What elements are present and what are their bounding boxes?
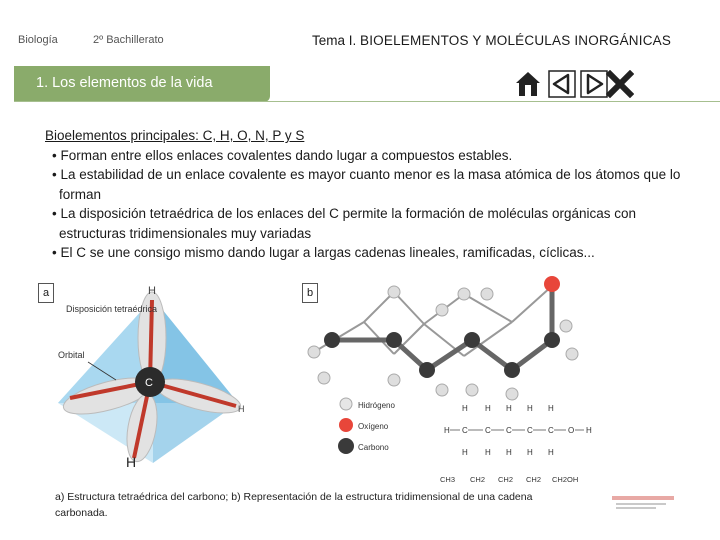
formula-h: H [548, 448, 554, 457]
formula-c: C [462, 426, 468, 435]
formula-c: C [485, 426, 491, 435]
formula-c: C [506, 426, 512, 435]
section-title: 1. Los elementos de la vida [36, 75, 213, 91]
formula-group: CH2 [470, 475, 486, 484]
content-heading: Bioelementos principales: C, H, O, N, P y S [45, 128, 305, 143]
subject-label: Biología [18, 34, 58, 46]
bullet-item: • El C se une consigo mismo dando lugar a largas cadenas lineales, ramificadas, cíclicas... [52, 245, 595, 260]
previous-icon[interactable] [548, 70, 576, 98]
formula-h: H [462, 404, 468, 413]
formula-h: H [527, 404, 533, 413]
tetrahedral-carbon-figure [38, 278, 268, 474]
legend-carbon: Carbono [358, 443, 389, 452]
formula-h: H [485, 448, 491, 457]
hydrogen-label: H [238, 404, 245, 414]
formula-h: H [506, 448, 512, 457]
formula-group: CH2 [498, 475, 514, 484]
section-divider [14, 101, 720, 102]
legend-hydrogen: Hidrógeno [358, 401, 395, 410]
figure-b-tag: b [302, 283, 318, 303]
formula-h: H [485, 404, 491, 413]
formula-group: CH2OH [552, 475, 579, 484]
formula-h: H [462, 448, 468, 457]
formula-h: H [548, 404, 554, 413]
legend-oxygen: Oxígeno [358, 422, 389, 431]
figure-caption: a) Estructura tetraédrica del carbono; b) Representación de la estructura tridimensional de una cadena carbonada. [55, 491, 533, 519]
figure-a-tag: a [38, 283, 54, 303]
hydrogen-label: H [126, 454, 137, 470]
bullet-item: • La estabilidad de un enlace covalente es mayor cuanto menor es la masa atómica de los átomos que lo forman [52, 167, 681, 202]
home-icon[interactable] [514, 70, 542, 98]
topic-prefix: Tema I. [312, 33, 357, 48]
bullet-item: • La disposición tetraédrica de los enlaces del C permite la formación de moléculas orgánicas con estructuras tridimensionales muy variadas [52, 206, 637, 241]
next-icon[interactable] [580, 70, 608, 98]
topic-name: BIOELEMENTOS Y MOLÉCULAS INORGÁNICAS [360, 33, 672, 48]
formula-h: H [444, 426, 450, 435]
formula-group: CH2 [526, 475, 542, 484]
formula-c: C [527, 426, 533, 435]
bullet-item: • Forman entre ellos enlaces covalentes dando lugar a compuestos estables. [52, 147, 513, 163]
formula-h: H [586, 426, 592, 435]
orbital-label: Orbital [58, 350, 85, 360]
formula-h: H [506, 404, 512, 413]
formula-group: CH3 [440, 475, 456, 484]
formula-c: C [548, 426, 554, 435]
hydrogen-label: H [148, 285, 156, 297]
publisher-logo [612, 494, 676, 512]
course-label: 2º Bachillerato [93, 34, 164, 46]
formula-o: O [568, 426, 575, 435]
formula-h: H [527, 448, 533, 457]
topic-title [312, 33, 671, 48]
close-icon[interactable] [606, 70, 634, 98]
main-content [45, 126, 685, 263]
section-bar [14, 66, 270, 102]
carbon-label: C [145, 377, 153, 389]
carbon-chain-figure [302, 270, 602, 490]
slide-navigation [510, 70, 636, 100]
tetrahedral-label: Disposición tetraédrica [66, 304, 158, 314]
